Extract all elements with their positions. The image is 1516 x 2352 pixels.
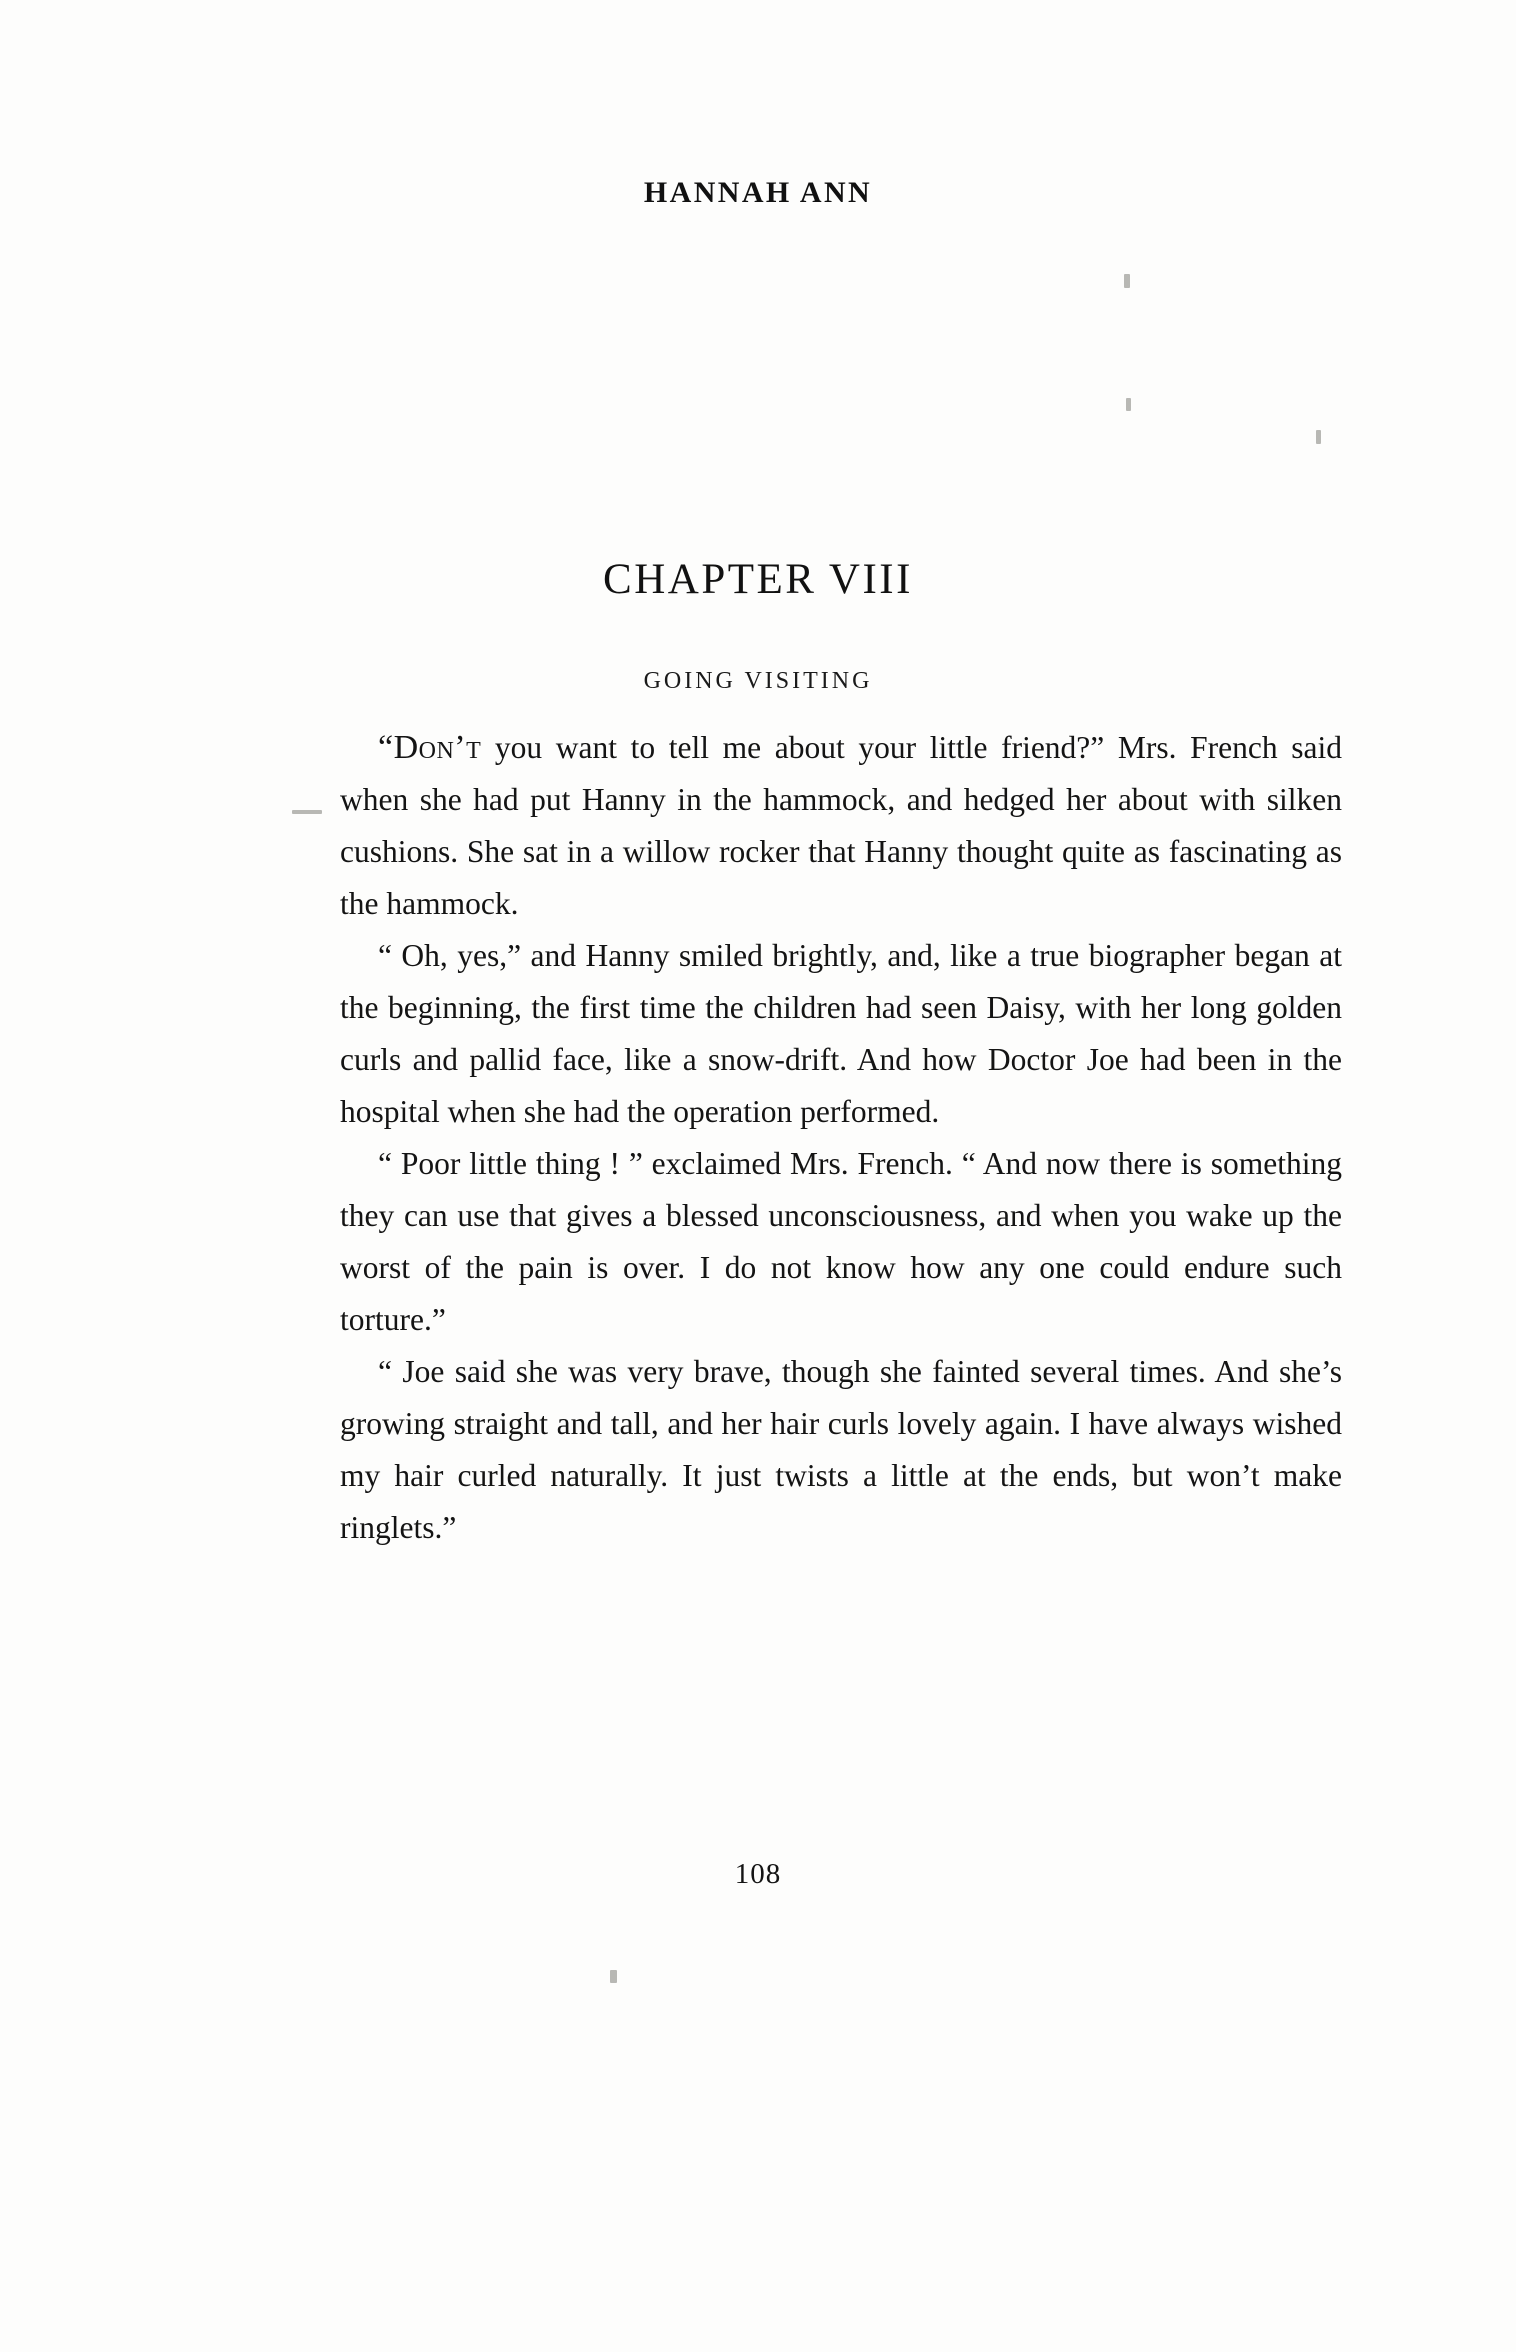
- paragraph-1: [340, 722, 1342, 930]
- scan-speck: [1126, 398, 1131, 411]
- paragraph-3-text: “ Poor little thing ! ” exclaimed Mrs. French. “ And now there is something they can use that gives a blessed unconsciousness, and when you wake up the worst of the pain is over. I do not know how any one could endure such torture.”: [340, 1146, 1342, 1337]
- chapter-title: CHAPTER VIII: [603, 556, 913, 603]
- paragraph-4: [340, 1346, 1342, 1554]
- paragraph-1-text: you want to tell me about your little friend?” Mrs. French said when she had put Hanny in the hammock, and hedged her about with silken cushions. She sat in a willow rocker that Hanny thought quite as fascinating as the hammock.: [340, 730, 1342, 921]
- paragraph-4-text: “ Joe said she was very brave, though she fainted several times. And she’s growing straight and tall, and her hair curls lovely again. I have always wished my hair curled naturally. It just twists a little at the ends, but won’t make ringlets.”: [340, 1354, 1342, 1545]
- paragraph-2-text: “ Oh, yes,” and Hanny smiled brightly, and, like a true biographer began at the beginning, the first time the children had seen Daisy, with her long golden curls and pallid face, like a snow-drift. And how Doctor Joe had been in the hospital when she had the operation performed.: [340, 938, 1342, 1129]
- scan-speck: [610, 1970, 617, 1983]
- scan-speck: [1316, 430, 1321, 444]
- paragraph-2: [340, 930, 1342, 1138]
- page-number: 108: [734, 1858, 782, 1890]
- running-head: HANNAH ANN: [643, 176, 873, 209]
- paragraph-1-lead: “Don’t: [378, 729, 482, 766]
- body-text: [340, 722, 1342, 1554]
- chapter-subtitle: GOING VISITING: [643, 668, 873, 694]
- scan-speck: [1124, 274, 1130, 288]
- scan-speck: [292, 810, 322, 814]
- paragraph-3: [340, 1138, 1342, 1346]
